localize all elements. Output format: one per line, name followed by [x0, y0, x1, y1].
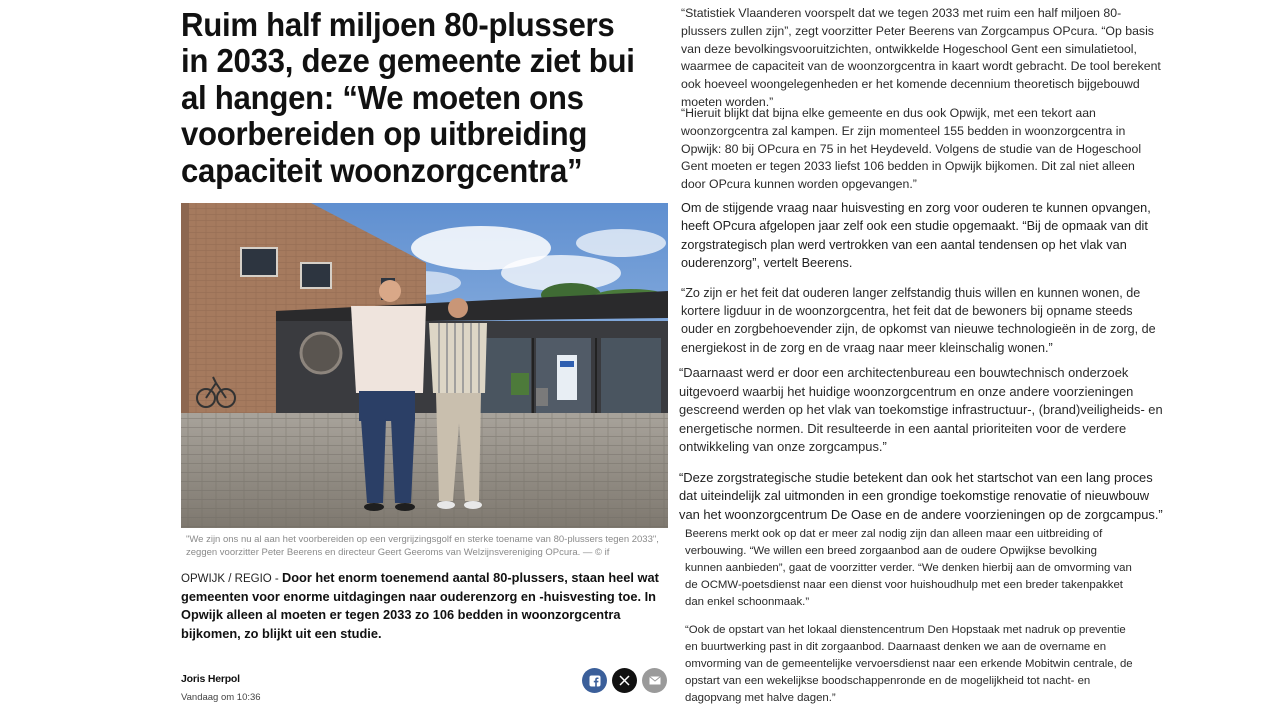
- share-mail-button[interactable]: [642, 668, 667, 693]
- body-paragraph: Beerens merkt ook op dat er meer zal nodig zijn dan alleen maar een uitbreiding of verbouwing. “We willen een breed zorgaanbod aan de oudere Opwijkse bevolking kunnen aanbieden”, gaat de voorzitter verder. “We denken hierbij aan de omvorming van de OCMW-poetsdienst naar een dienst voor huishoudhulp met een breder takenpakket dan enkel schoonmaak.”: [685, 528, 1132, 608]
- body-paragraph: “Statistiek Vlaanderen voorspelt dat we tegen 2033 met ruim een half miljoen 80-plussers zullen zijn”, zegt voorzitter Peter Beerens van Zorgcampus OPcura. “Op basis van deze bevolkingsvooruitzichten, ontwikkelde Hogeschool Gent een simulatietool, waarmee de capaciteit van de woonzorgcentra in kaart wordt gebracht. De tool berekent ook hoeveel woongelegenheden er het komende decennium theoretisch bijgebouwd moeten worden.”: [681, 6, 1161, 109]
- x-icon: [619, 675, 630, 686]
- body-paragraph: “Deze zorgstrategische studie betekent dan ook het startschot van een lang proces dat uiteindelijk zal uitmonden in een grondige toekomstige renovatie of nieuwbouw van het woonzorgcentrum De Oase en de andere voorzieningen op de zorgcampus.”: [679, 470, 1163, 522]
- article-photo: [181, 203, 668, 528]
- article-lead: [181, 569, 671, 643]
- share-x-button[interactable]: [612, 668, 637, 693]
- body-paragraph: Om de stijgende vraag naar huisvesting en zorg voor ouderen te kunnen opvangen, heeft OPcura afgelopen jaar zelf ook een studie opgemaakt. “Bij de opmaak van dit zorgstrategisch plan werd vertrokken van een aantal tendensen op het vlak van ouderenzorg”, vertelt Beerens.: [681, 201, 1151, 271]
- article-headline: Ruim half miljoen 80-plussers in 2033, deze gemeente ziet bui al hangen: “We moeten ons voorbereiden op uitbreiding capaciteit woonzorgcentra”: [181, 7, 635, 190]
- author-name[interactable]: Joris Herpol: [181, 673, 240, 685]
- body-paragraph: “Hieruit blijkt dat bijna elke gemeente en dus ook Opwijk, met een tekort aan woonzorgcentra zal kampen. Er zijn momenteel 155 bedden in woonzorgcentra in Opwijk: 80 bij OPcura en 75 in het Heydeveld. Volgens de studie van de Hogeschool Gent moeten er tegen 2033 liefst 106 bedden in Opwijk bijkomen. Dit zal niet alleen door OPcura kunnen worden opgevangen.”: [681, 106, 1142, 192]
- publish-timestamp: Vandaag om 10:36: [181, 692, 261, 703]
- photo-caption: "We zijn ons nu al aan het voorbereiden op een vergrijzingsgolf en sterke toename van 80-plussers tegen 2033", zeggen voorzitter Peter Beerens en directeur Geert Geeroms van Welzijnsvereniging OPcura. — © if: [186, 534, 659, 558]
- body-paragraph: “Zo zijn er het feit dat ouderen langer zelfstandig thuis willen en kunnen wonen, de kortere ligduur in de woonzorgcentra, het feit dat de bewoners bij opname steeds ouder en zorgbehoevender zijn, de opkomst van nieuwe technologieën in de zorg, de energiekost in de zorg en de vraag naar meer kleinschalig wonen.”: [681, 286, 1156, 355]
- lead-text: Door het enorm toenemend aantal 80-plussers, staan heel wat gemeenten voor enorme uitdagingen naar ouderenzorg en -huisvesting toe. In Opwijk alleen al moeten er tegen 2033 zo 106 bedden in woonzorgcentra bijkomen, zo blijkt uit een studie.: [181, 570, 659, 641]
- mail-icon: [649, 676, 661, 685]
- body-paragraph: “Daarnaast werd er door een architectenbureau een bouwtechnisch onderzoek uitgevoerd waarbij het huidige woonzorgcentrum en onze andere voorzieningen gescreend werden op het vlak van toekomstige infrastructuur-, (brand)veiligheids- en energetische normen. Dit resulteerde in een aantal prioriteiten voor de verdere ontwikkeling van onze zorgcampus.”: [679, 365, 1163, 455]
- facebook-icon: [589, 675, 601, 687]
- body-paragraph: “Ook de opstart van het lokaal dienstencentrum Den Hopstaak met nadruk op preventie en buurtwerking past in dit zorgaanbod. Daarnaast denken we aan de overname en omvorming van de gemeentelijke vervoersdienst naar een erkende Mobitwin centrale, de opstart van een wekelijkse boodschappenronde en de mogelijkheid tot nacht- en dagopvang met halve dagen.”: [685, 624, 1133, 704]
- dateline: OPWIJK / REGIO -: [181, 573, 282, 585]
- share-facebook-button[interactable]: [582, 668, 607, 693]
